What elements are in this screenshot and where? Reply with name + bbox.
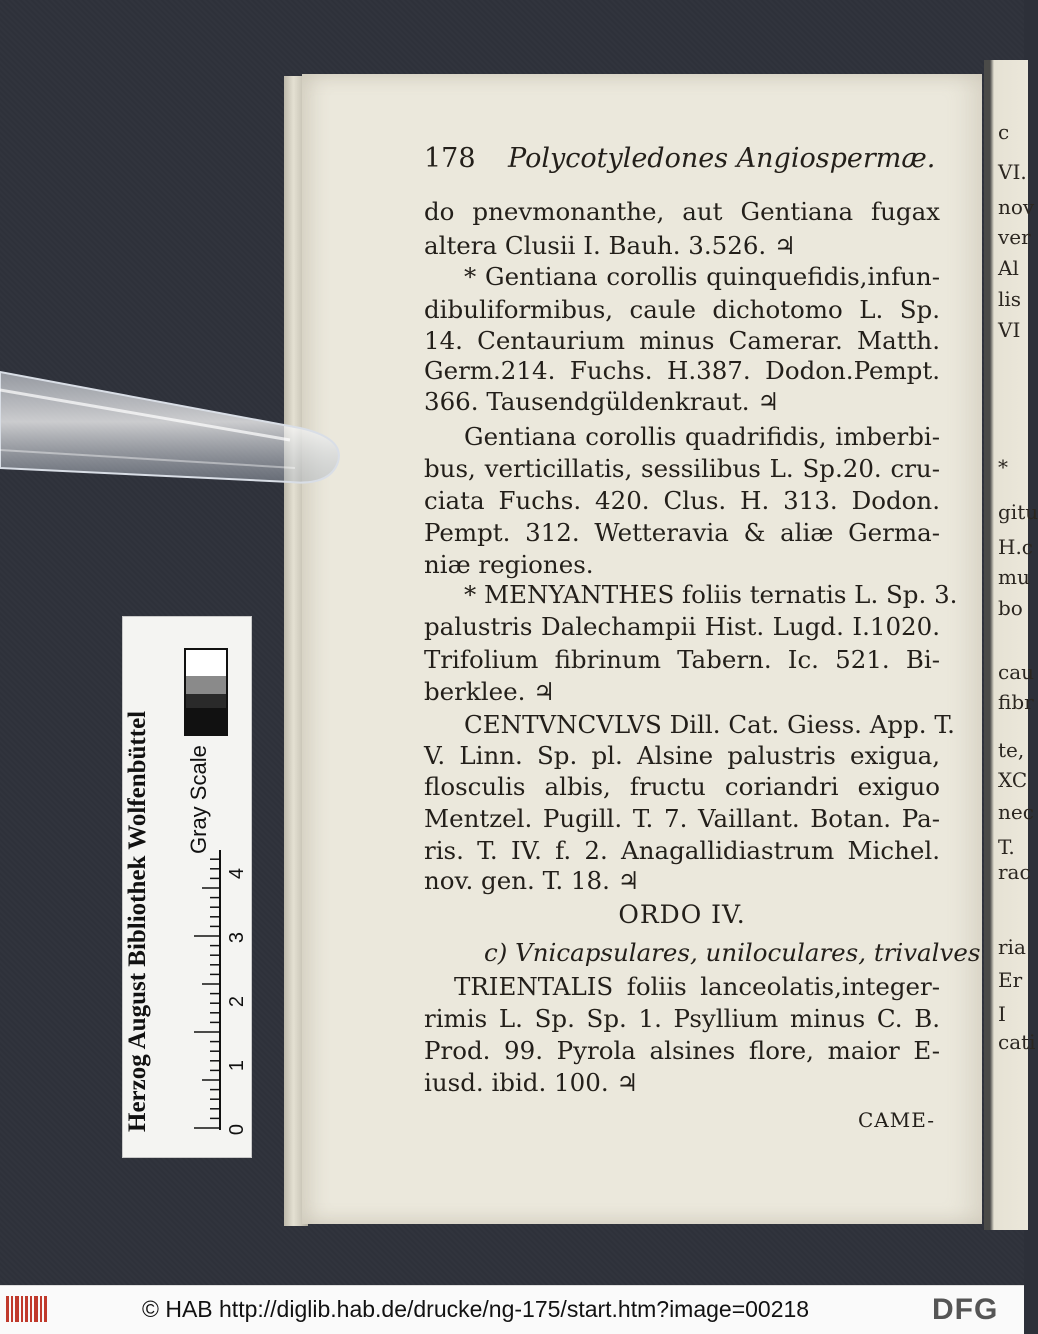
facing-page-fragment: XC [998, 768, 1028, 792]
text-line: Trifolium fibrinum Tabern. Ic. 521. Bi- [424, 645, 940, 674]
text-line: V. Linn. Sp. pl. Alsine palustris exigua, [424, 741, 940, 770]
facing-page-fragment: cati [998, 1030, 1036, 1054]
barcode-icon [6, 1294, 48, 1324]
facing-page-fragment: lis [998, 287, 1022, 311]
gray-patches [184, 648, 228, 736]
facing-page-fragment: fibr [998, 690, 1034, 714]
facing-page-fragment: cau [998, 660, 1035, 684]
text-line: altera Clusii I. Bauh. 3.526. ♃ [424, 231, 796, 260]
gray-scale-label: Gray Scale [186, 745, 211, 854]
text-line: dibuliformibus, caule dichotomo L. Sp. [424, 295, 940, 324]
facing-page-fragment: VI [998, 318, 1021, 342]
facing-page-fragment: H.c [998, 535, 1033, 559]
running-title: Polycotyledones Angiospermæ. [508, 143, 936, 174]
text-line: * Gentiana corollis quinquefidis,infun- [464, 262, 940, 291]
text-line: do pnevmonanthe, aut Gentiana fugax [424, 197, 940, 226]
text-line: Gentiana corollis quadrifidis, imberbi- [464, 422, 940, 451]
facing-page-fragment: nec [998, 800, 1034, 824]
text-line: nov. gen. T. 18. ♃ [424, 866, 640, 895]
facing-page-fragment: VI. [998, 160, 1027, 184]
text-line: CENTVNCVLVS Dill. Cat. Giess. App. T. [464, 710, 955, 739]
text-line: TRIENTALIS foliis lanceolatis,integer- [454, 972, 940, 1001]
ruler-number: 3 [226, 931, 249, 944]
facing-page-fragment: bo [998, 596, 1023, 620]
facing-page-fragment: T. [998, 835, 1015, 859]
institution-label: Herzog August Bibliothek Wolfenbüttel [124, 710, 151, 1132]
ruler-number: 0 [226, 1123, 249, 1136]
running-header [424, 143, 944, 179]
facing-page-fragment: nov [998, 195, 1035, 219]
facing-page-fragment: Al [998, 256, 1019, 280]
text-line: 366. Tausendgüldenkraut. ♃ [424, 387, 780, 416]
footer-credit[interactable]: © HAB http://diglib.hab.de/drucke/ng-175/start.htm?image=00218 [142, 1296, 810, 1322]
ruler-number: 2 [226, 995, 249, 1008]
facing-page-fragment: te, [998, 738, 1025, 762]
facing-page-fragment: Er [998, 968, 1023, 992]
ruler [176, 840, 236, 1140]
text-line: flosculis albis, fructu coriandri exiguo [424, 772, 940, 801]
text-line: Prod. 99. Pyrola alsines flore, maior E- [424, 1036, 940, 1065]
text-line: Mentzel. Pugill. T. 7. Vaillant. Botan. Pa- [424, 804, 940, 833]
text-line: ris. T. IV. f. 2. Anagallidiastrum Michel. [424, 836, 940, 865]
dfg-logo: DFG [932, 1293, 999, 1326]
facing-page-fragment: c [998, 120, 1010, 144]
text-line: ciata Fuchs. 420. Clus. H. 313. Dodon. [424, 486, 940, 515]
facing-page-fragment: ver [998, 225, 1031, 249]
text-line: niæ regiones. [424, 550, 594, 579]
text-line: c) Vnicapsulares, uniloculares, trivalves [484, 938, 981, 967]
text-line: rimis L. Sp. Sp. 1. Psyllium minus C. B. [424, 1004, 940, 1033]
section-heading: ORDO IV. [618, 900, 746, 929]
text-line: bus, verticillatis, sessilibus L. Sp.20. cru- [424, 454, 940, 483]
text-line: Germ.214. Fuchs. H.387. Dodon.Pempt. [424, 356, 940, 385]
text-line: palustris Dalechampii Hist. Lugd. I.1020. [424, 612, 940, 641]
ruler-number: 4 [226, 867, 249, 880]
text-line: 14. Centaurium minus Camerar. Matth. [424, 326, 940, 355]
text-line: iusd. ibid. 100. ♃ [424, 1068, 639, 1097]
facing-page-fragment: I [998, 1002, 1006, 1026]
facing-page-fragment: ria [998, 935, 1026, 959]
catchword: CAME- [858, 1108, 935, 1132]
facing-page-fragment: rac [998, 860, 1031, 884]
text-line: berklee. ♃ [424, 677, 556, 706]
ruler-number: 1 [226, 1059, 249, 1072]
facing-page-fragment: gitu [998, 500, 1038, 524]
text-line: Pempt. 312. Wetteravia & aliæ Germa- [424, 518, 940, 547]
facing-page-fragment: mu [998, 565, 1030, 589]
page-number: 178 [424, 143, 476, 174]
facing-page-fragment: * [998, 455, 1008, 479]
text-line: * MENYANTHES foliis ternatis L. Sp. 3. [464, 580, 958, 609]
facing-page [984, 60, 1038, 1230]
